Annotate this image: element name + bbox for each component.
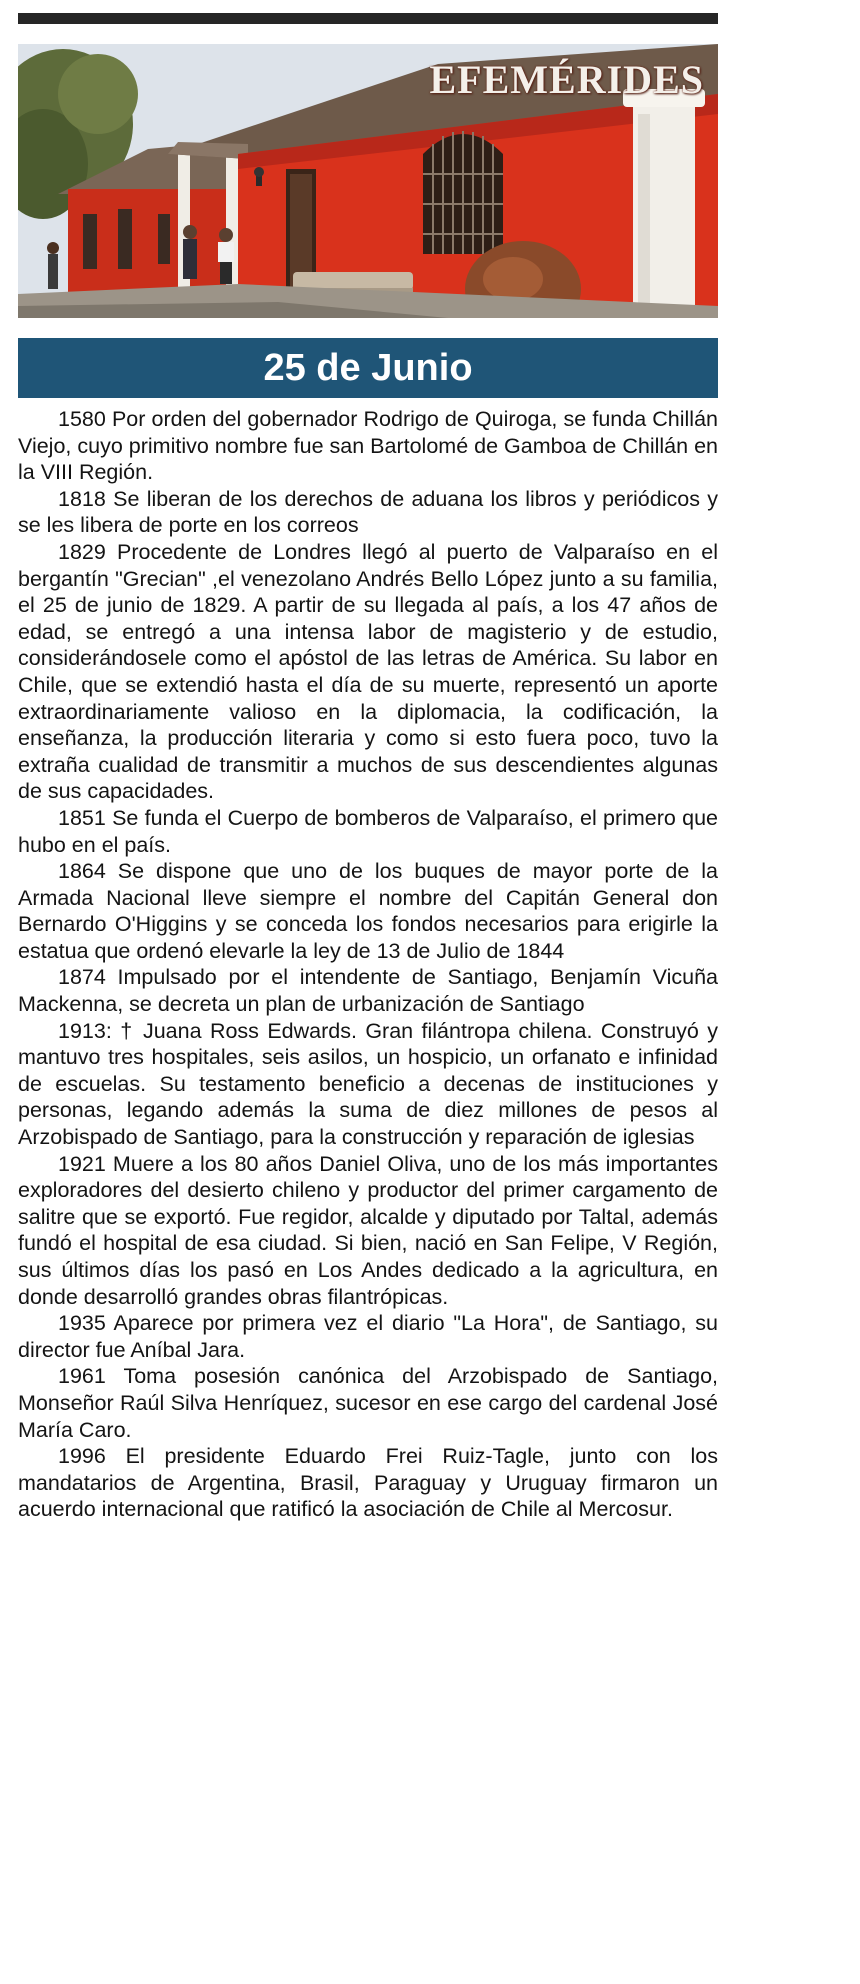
entry-1921: 1921 Muere a los 80 años Daniel Oliva, uno de los más importantes exploradores del desierto chileno y productor del primer cargamento de salitre que se exportó. Fue regidor, alcalde y diputado por Taltal, además fundó el hospital de esa ciudad. Si bien, nació en San Felipe, V Región, sus últimos días los pasó en Los Andes dedicado a la agricultura, en donde desarrolló grandes obras filantrópicas. — [18, 1151, 718, 1309]
entry-1996: 1996 El presidente Eduardo Frei Ruiz-Tagle, junto con los mandatarios de Argentina, Brasil, Paraguay y Uruguay firmaron un acuerdo internacional que ratificó la asociación de Chile al Mercosur. — [18, 1444, 718, 1522]
entry-1829: 1829 Procedente de Londres llegó al puerto de Valparaíso en el bergantín "Grecian" ,el venezolano Andrés Bello López junto a su familia, el 25 de junio de 1829. A partir de su llegada al país, a los 47 años de edad, se entregó a una intensa labor de magisterio y de estudio, considerándosele como el apóstol de las letras de América. Su labor en Chile, que se extendió hasta el día de su muerte, representó un aporte extraordinariamente valioso en la diplomacia, la codificación, la enseñanza, la producción literaria y como si esto fuera poco, tuvo la extraña cualidad de transmitir a muchos de sus descendientes algunas de sus capacidades. — [18, 539, 718, 804]
entry-1935: 1935 Aparece por primera vez el diario "La Hora", de Santiago, su director fue Aníbal Jara. — [18, 1311, 718, 1362]
entry-1818: 1818 Se liberan de los derechos de aduana los libros y periódicos y se les libera de porte en los correos — [18, 486, 718, 538]
entry-1874: 1874 Impulsado por el intendente de Santiago, Benjamín Vicuña Mackenna, se decreta un plan de urbanización de Santiago — [18, 965, 718, 1017]
hero-image — [18, 44, 718, 318]
top-rule — [18, 13, 718, 24]
entry-1913: 1913: † Juana Ross Edwards. Gran filántropa chilena. Construyó y mantuvo tres hospitales, seis asilos, un hospicio, un orfanato e infinidad de escuelas. Su testamento beneficio a decenas de instituciones y personas, legando además la suma de diez millones de pesos al Arzobispado de Santiago, para la construcción y reparación de iglesias — [18, 1018, 718, 1150]
date-banner — [18, 338, 718, 398]
entry-1851: 1851 Se funda el Cuerpo de bomberos de Valparaíso, el primero que hubo en el país. — [18, 805, 718, 857]
entry-1961: 1961 Toma posesión canónica del Arzobispado de Santiago, Monseñor Raúl Silva Henríquez, sucesor en ese cargo del cardenal José María Caro. — [18, 1364, 718, 1442]
section-title: EFEMÉRIDES — [429, 57, 704, 102]
entry-1580: 1580 Por orden del gobernador Rodrigo de Quiroga, se funda Chillán Viejo, cuyo primitivo nombre fue san Bartolomé de Gamboa de Chillán en la VIII Región. — [18, 407, 718, 485]
date-title: 25 de Junio — [263, 346, 473, 389]
entry-1864: 1864 Se dispone que uno de los buques de mayor porte de la Armada Nacional lleve siempre el nombre del Capitán General don Bernardo O'Higgins y se conceda los fondos necesarios para erigirle la estatua que ordenó elevarle la ley de 13 de Julio de 1844 — [18, 859, 718, 963]
article-body — [18, 406, 718, 1523]
